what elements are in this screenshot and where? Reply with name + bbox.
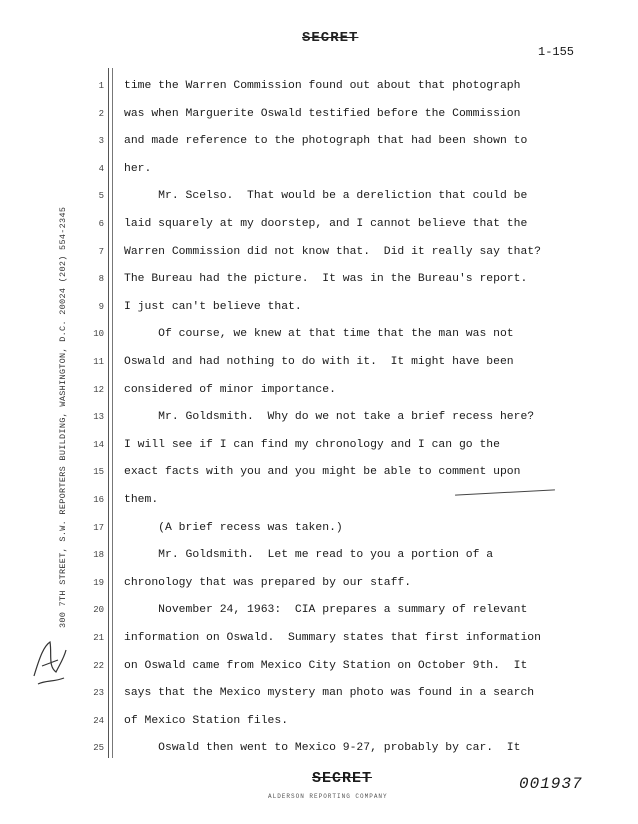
- margin-rule: [112, 68, 113, 758]
- line-number: 13: [93, 412, 104, 423]
- line-number: 20: [93, 605, 104, 616]
- transcript-line: on Oswald came from Mexico City Station on October 9th. It: [124, 659, 528, 672]
- transcript-line: I will see if I can find my chronology and I can go the: [124, 438, 500, 451]
- transcript-line: November 24, 1963: CIA prepares a summary of relevant: [124, 604, 528, 617]
- line-number: 9: [98, 301, 104, 312]
- transcript-line: Mr. Goldsmith. Let me read to you a portion of a: [124, 549, 494, 562]
- transcript-line: I just can't believe that.: [124, 300, 302, 313]
- transcript-line: The Bureau had the picture. It was in the Bureau's report.: [124, 273, 528, 286]
- transcript-line: was when Marguerite Oswald testified before the Commission: [124, 107, 521, 120]
- transcript-line: considered of minor importance.: [124, 383, 336, 396]
- transcript-line: Mr. Goldsmith. Why do we not take a brief recess here?: [124, 411, 535, 424]
- transcript-line: Warren Commission did not know that. Did it really say that?: [124, 245, 541, 258]
- transcript-line: laid squarely at my doorstep, and I cannot believe that the: [124, 218, 528, 230]
- line-number: 21: [93, 633, 104, 643]
- transcript-line: of Mexico Station files.: [124, 714, 289, 727]
- line-number: 3: [98, 136, 104, 147]
- document-number: 001937: [519, 775, 583, 793]
- transcript-line: her.: [124, 162, 152, 175]
- line-number: 7: [98, 246, 104, 257]
- transcript-line: time the Warren Commission found out about that photograph: [124, 80, 521, 92]
- transcript-line: information on Oswald. Summary states that first information: [124, 632, 541, 644]
- transcript-line: and made reference to the photograph that had been shown to: [124, 135, 528, 148]
- transcript-line: Of course, we knew at that time that the man was not: [124, 328, 514, 341]
- pen-mark: [455, 489, 555, 495]
- line-number: 17: [93, 522, 104, 533]
- transcript-line: chronology that was prepared by our staff.: [124, 576, 412, 589]
- line-number: 15: [93, 467, 104, 478]
- line-number: 12: [93, 384, 104, 395]
- classification-stamp-bottom: SECRET: [312, 770, 373, 787]
- margin-rule: [108, 68, 109, 758]
- line-number: 22: [93, 660, 104, 671]
- line-number: 11: [93, 357, 104, 367]
- line-number: 10: [93, 329, 104, 340]
- classification-stamp-top: SECRET: [302, 30, 359, 46]
- line-number: 2: [98, 108, 104, 119]
- transcript-line: Oswald then went to Mexico 9-27, probably by car. It: [124, 742, 521, 755]
- line-number: 4: [98, 163, 104, 174]
- transcript-line: Oswald and had nothing to do with it. It might have been: [124, 356, 514, 368]
- line-number: 24: [93, 715, 104, 726]
- page-number: 1-155: [538, 45, 575, 59]
- line-number: 19: [93, 577, 104, 588]
- transcript-line: says that the Mexico mystery man photo was found in a search: [124, 687, 535, 700]
- line-number: 16: [93, 495, 104, 505]
- reporting-company: ALDERSON REPORTING COMPANY: [268, 793, 388, 800]
- transcript-line: (A brief recess was taken.): [124, 521, 343, 534]
- line-number: 5: [98, 191, 104, 202]
- line-number: 1: [98, 81, 104, 91]
- transcript-line: exact facts with you and you might be able to comment upon: [124, 466, 521, 479]
- handwritten-initials-icon: [30, 636, 70, 692]
- transcript-line: them.: [124, 494, 159, 506]
- line-number: 23: [93, 688, 104, 699]
- reporter-address: 300 7TH STREET, S.W. REPORTERS BUILDING, WASHINGTON, D.C. 20024 (202) 554-2345: [58, 206, 68, 628]
- line-number: 14: [93, 439, 104, 450]
- transcript-line: Mr. Scelso. That would be a dereliction that could be: [124, 190, 528, 203]
- line-number: 25: [93, 743, 104, 754]
- line-number: 6: [98, 219, 104, 229]
- line-number: 8: [98, 274, 104, 285]
- line-number: 18: [93, 550, 104, 561]
